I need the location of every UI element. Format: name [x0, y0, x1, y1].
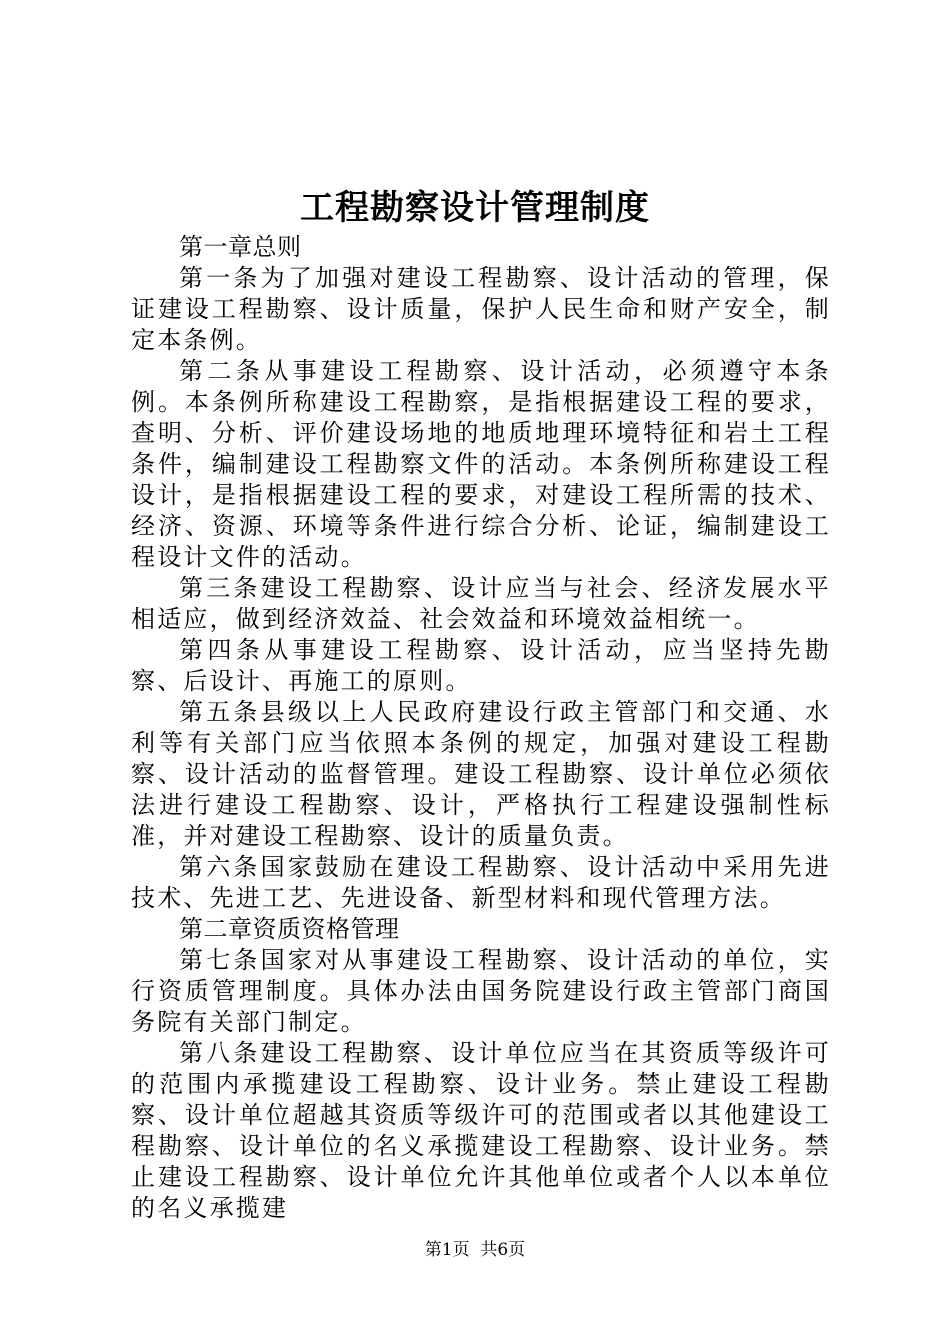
chapter-heading: 第一章总则: [179, 233, 302, 261]
document-body: [131, 232, 831, 1224]
page-total: 共6页: [480, 1240, 526, 1260]
article-paragraph: 第四条从事建设工程勘察、设计活动，应当坚持先勘察、后设计、再施工的原则。: [131, 636, 831, 695]
article-paragraph: 第六条国家鼓励在建设工程勘察、设计活动中采用先进技术、先进工艺、先进设备、新型材料和现代管理方法。: [131, 853, 831, 912]
article-paragraph: 第五条县级以上人民政府建设行政主管部门和交通、水利等有关部门应当依照本条例的规定，加强对建设工程勘察、设计活动的监督管理。建设工程勘察、设计单位必须依法进行建设工程勘察、设计，严格执行工程建设强制性标准，并对建设工程勘察、设计的质量负责。: [131, 698, 831, 850]
page-number: 第1页: [424, 1240, 470, 1260]
article-paragraph: 第二条从事建设工程勘察、设计活动，必须遵守本条例。本条例所称建设工程勘察，是指根据建设工程的要求，查明、分析、评价建设场地的地质地理环境特征和岩土工程条件，编制建设工程勘察文件的活动。本条例所称建设工程设计，是指根据建设工程的要求，对建设工程所需的技术、经济、资源、环境等条件进行综合分析、论证，编制建设工程设计文件的活动。: [131, 357, 831, 571]
page-footer: [0, 1238, 950, 1262]
chapter-heading: 第二章资质资格管理: [179, 915, 400, 943]
document-title: 工程勘察设计管理制度: [300, 188, 650, 228]
article-paragraph: 第七条国家对从事建设工程勘察、设计活动的单位，实行资质管理制度。具体办法由国务院建设行政主管部门商国务院有关部门制定。: [131, 946, 831, 1036]
article-paragraph: 第三条建设工程勘察、设计应当与社会、经济发展水平相适应，做到经济效益、社会效益和环境效益相统一。: [131, 574, 831, 633]
article-paragraph: 第一条为了加强对建设工程勘察、设计活动的管理，保证建设工程勘察、设计质量，保护人民生命和财产安全，制定本条例。: [131, 264, 831, 354]
article-paragraph: 第八条建设工程勘察、设计单位应当在其资质等级许可的范围内承揽建设工程勘察、设计业务。禁止建设工程勘察、设计单位超越其资质等级许可的范围或者以其他建设工程勘察、设计单位的名义承揽建设工程勘察、设计业务。禁止建设工程勘察、设计单位允许其他单位或者个人以本单位的名义承揽建: [131, 1039, 831, 1222]
footer-separator: [470, 1240, 481, 1260]
